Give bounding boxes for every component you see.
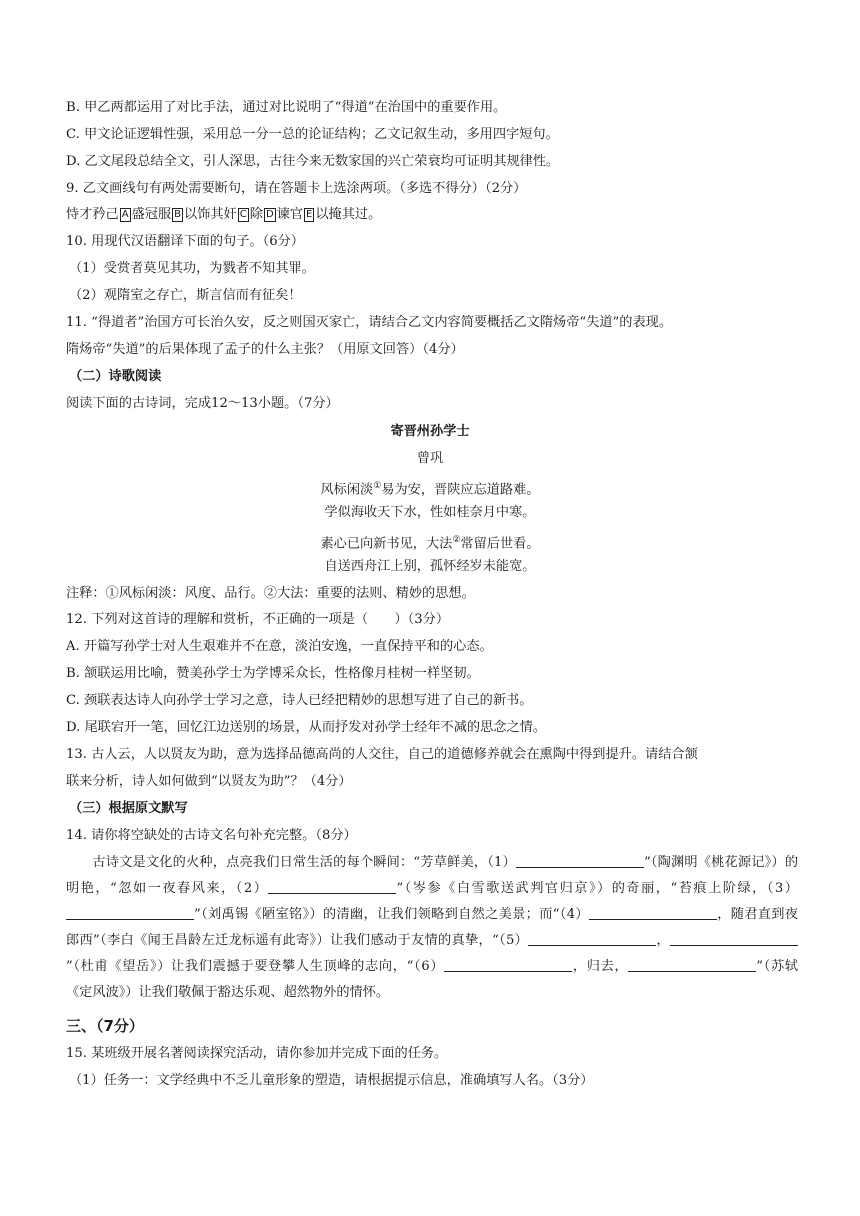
blank-4[interactable] [589, 907, 717, 920]
q14-text: ”（陶渊明《桃花源记》）的明艳，“忽如一夜春风来，（2） [66, 855, 799, 896]
blank-6b[interactable] [628, 959, 756, 972]
q12-option-b: B. 颔联运用比喻，赞美孙学士为学博采众长，性格像月桂树一样坚韧。 [66, 666, 480, 681]
q9-break-e[interactable]: E [306, 209, 313, 220]
blank-5b[interactable] [670, 933, 798, 946]
q8-option-b: B. 甲乙两都运用了对比手法，通过对比说明了“得道”在治国中的重要作用。 [66, 100, 507, 115]
footnote-marker: ② [452, 535, 461, 545]
part-three-title: 三、（7分） [66, 1017, 144, 1035]
q14-text: ”（苏轼《定风波》）让我们敬佩于豁达乐观、超然物外的情怀。 [66, 959, 798, 1000]
poem-title: 寄晋州孙学士 [390, 424, 470, 439]
q11-line-2: 隋炀帝“失道”的后果体现了孟子的什么主张？（用原文回答）（4分） [66, 342, 464, 357]
q10-sentence-2: （2）观隋室之存亡，斯言信而有征矣！ [69, 288, 302, 303]
q9-seg: 除 [249, 207, 263, 222]
q9-sentence [66, 206, 381, 224]
q14-text: ，归去， [572, 959, 629, 974]
q9-stem: 9. 乙文画线句有两处需要断句，请在答题卡上选涂两项。（多选不得分）（2分） [66, 181, 527, 196]
q11-line-1: 11. “得道者”治国方可长治久安，反之则国灭家亡，请结合乙文内容简要概括乙文隋炀帝“失道”的表现。 [66, 315, 673, 330]
q10-sentence-1: （1）受赏者莫见其功，为戮者不知其罪。 [69, 261, 315, 276]
q15-stem: 15. 某班级开展名著阅读探究活动，请你参加并完成下面的任务。 [66, 1046, 448, 1061]
q14-text: ”（岑参《白雪歌送武判官归京》）的奇丽，“苔痕上阶绿，（3） [396, 881, 798, 896]
blank-1[interactable] [516, 855, 644, 868]
blank-3[interactable] [66, 907, 194, 920]
poem-author: 曾巩 [416, 451, 444, 466]
poem-line-4: 自送西舟江上别，孤怀经岁未能宽。 [324, 559, 536, 574]
q9-break-b[interactable]: B [174, 209, 182, 220]
q12-stem: 12. 下列对这首诗的理解和赏析，不正确的一项是（ ）（3分） [66, 612, 450, 627]
q8-option-d: D. 乙文尾段总结全文，引人深思，古往今来无数家国的兴亡荣衰均可证明其规律性。 [66, 154, 560, 169]
poem-note: 注释：①风标闲淡：风度、品行。②大法：重要的法则、精妙的思想。 [66, 586, 475, 601]
section-dictation-title: （三）根据原文默写 [69, 801, 188, 816]
q12-option-c: C. 颈联表达诗人向孙学士学习之意，诗人已经把精妙的思想写进了自己的新书。 [66, 693, 533, 708]
section-poetry-title: （二）诗歌阅读 [69, 369, 162, 384]
q9-break-a[interactable]: A [121, 209, 129, 220]
q15-task-1: （1）任务一：文学经典中不乏儿童形象的塑造，请根据提示信息，准确填写人名。（3分） [69, 1073, 594, 1088]
q9-seg: 以掩其过。 [315, 207, 382, 222]
q9-seg: 谏官 [276, 207, 304, 222]
q8-option-c: C. 甲文论证逻辑性强，采用总一分一总的论证结构；乙文记叙生动，多用四字短句。 [66, 127, 559, 142]
poem-text: 风标闲淡 [320, 482, 374, 498]
q12-option-a: A. 开篇写孙学士对人生艰难并不在意，淡泊安逸，一直保持平和的心态。 [66, 639, 493, 654]
blank-6a[interactable] [444, 959, 572, 972]
poem-text: 素心已向新书见，大法 [320, 536, 453, 552]
q9-break-d[interactable]: D [265, 209, 274, 220]
footnote-marker: ① [373, 481, 382, 491]
q9-seg: 恃才矜己 [66, 207, 119, 222]
poem-text: 易为安，晋陕应忘道路难。 [381, 482, 540, 498]
q14-stem: 14. 请你将空缺处的古诗文名句补充完整。（8分） [66, 828, 357, 843]
poem-text: 常留后世看。 [460, 536, 540, 552]
q14-text: ， [656, 933, 670, 948]
q9-seg: 以饰其奸 [184, 207, 237, 222]
q14-text: ”（刘禹锡《陋室铭》）的清幽，让我们领略到自然之美景；而“（4） [194, 907, 589, 922]
q14-text: ，随君直到夜郎西”（李白《闻王昌龄左迁龙标遥有此寄》）让我们感动于友情的真挚，“（5） [66, 907, 798, 948]
q13-line-1: 13. 古人云，人以贤友为助，意为选择品德高尚的人交往，自己的道德修养就会在熏陶中得到提升。请结合颔 [66, 747, 698, 762]
q10-stem: 10. 用现代汉语翻译下面的句子。（6分） [66, 234, 304, 249]
q14-text: ”（杜甫《望岳》）让我们震撼于要登攀人生顶峰的志向，“（6） [66, 959, 445, 974]
blank-2[interactable] [268, 881, 396, 894]
blank-5a[interactable] [528, 933, 656, 946]
poem-line-3 [0, 531, 860, 553]
q14-passage [66, 850, 798, 1006]
q12-option-d: D. 尾联宕开一笔，回忆江边送别的场景，从而抒发对孙学士经年不减的思念之情。 [66, 720, 547, 735]
poetry-intro: 阅读下面的古诗词，完成12～13小题。（7分） [66, 396, 339, 411]
poem-line-2: 学似海收天下水，性如桂奈月中寒。 [324, 505, 536, 520]
q14-text: 古诗文是文化的火种，点亮我们日常生活的每个瞬间：“芳草鲜美，（1） [92, 855, 516, 870]
poem-line-1 [0, 477, 860, 499]
q13-line-2: 联来分析，诗人如何做到“以贤友为助”？（4分） [66, 774, 352, 789]
q9-break-c[interactable]: C [239, 209, 247, 220]
q9-seg: 盛冠服 [131, 207, 172, 222]
